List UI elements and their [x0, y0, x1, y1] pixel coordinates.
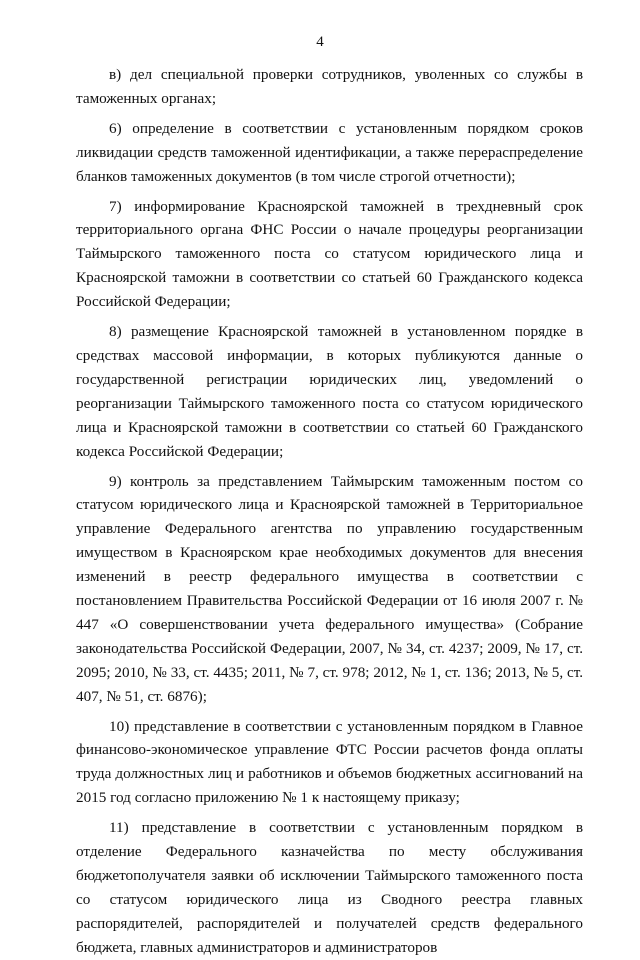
paragraph-item-6: 6) определение в соответствии с установленным порядком сроков ликвидации средств таможенной идентификации, а также перераспределение бланков таможенных документов (в том числе строгой отчетности);: [76, 119, 583, 185]
document-body: [76, 63, 583, 960]
paragraph-item-7: 7) информирование Красноярской таможней в трехдневный срок территориального органа ФНС России о начале процедуры реорганизации Таймырского таможенного поста со статусом юридического лица и Красноярской таможни в соответствии со статьей 60 Гражданского кодекса Российской Федерации;: [76, 197, 583, 311]
paragraph-item-9: 9) контроль за представлением Таймырским таможенным постом со статусом юридического лица и Красноярской таможней в Территориальное управление Федерального агентства по управлению государственным имуществом в Красноярском крае необходимых документов для внесения изменений в реестр федерального имущества в соответствии с постановлением Правительства Российской Федерации от 16 июля 2007 г. № 447 «О совершенствовании учета федерального имущества» (Собрание законодательства Российской Федерации, 2007, № 34, ст. 4237; 2009, № 17, ст. 2095; 2010, № 33, ст. 4435; 2011, № 7, ст. 978; 2012, № 1, ст. 136; 2013, № 5, ст. 407, № 51, ст. 6876);: [76, 472, 583, 705]
paragraph-item-10: 10) представление в соответствии с установленным порядком в Главное финансово-экономическое управление ФТС России расчетов фонда оплаты труда должностных лиц и работников и объемов бюджетных ассигнований на 2015 год согласно приложению № 1 к настоящему приказу;: [76, 717, 583, 807]
page-number: 4: [316, 34, 324, 50]
paragraph-item-v: в) дел специальной проверки сотрудников, уволенных со службы в таможенных органах;: [76, 66, 583, 107]
paragraph-item-8: 8) размещение Красноярской таможней в установленном порядке в средствах массовой информации, в которых публикуются данные о государственной регистрации юридических лиц, уведомлений о реорганизации Таймырского таможенного поста со статусом юридического лица и Красноярской таможни в соответствии со статьей 60 Гражданского кодекса Российской Федерации;: [76, 323, 583, 460]
paragraph-item-11: 11) представление в соответствии с установленным порядком в отделение Федерального казначейства по месту обслуживания бюджетополучателя заявки об исключении Таймырского таможенного поста со статусом юридического лица из Сводного реестра главных распорядителей, распорядителей и получателей средств федерального бюджета, главных администраторов и администраторов: [76, 819, 583, 956]
